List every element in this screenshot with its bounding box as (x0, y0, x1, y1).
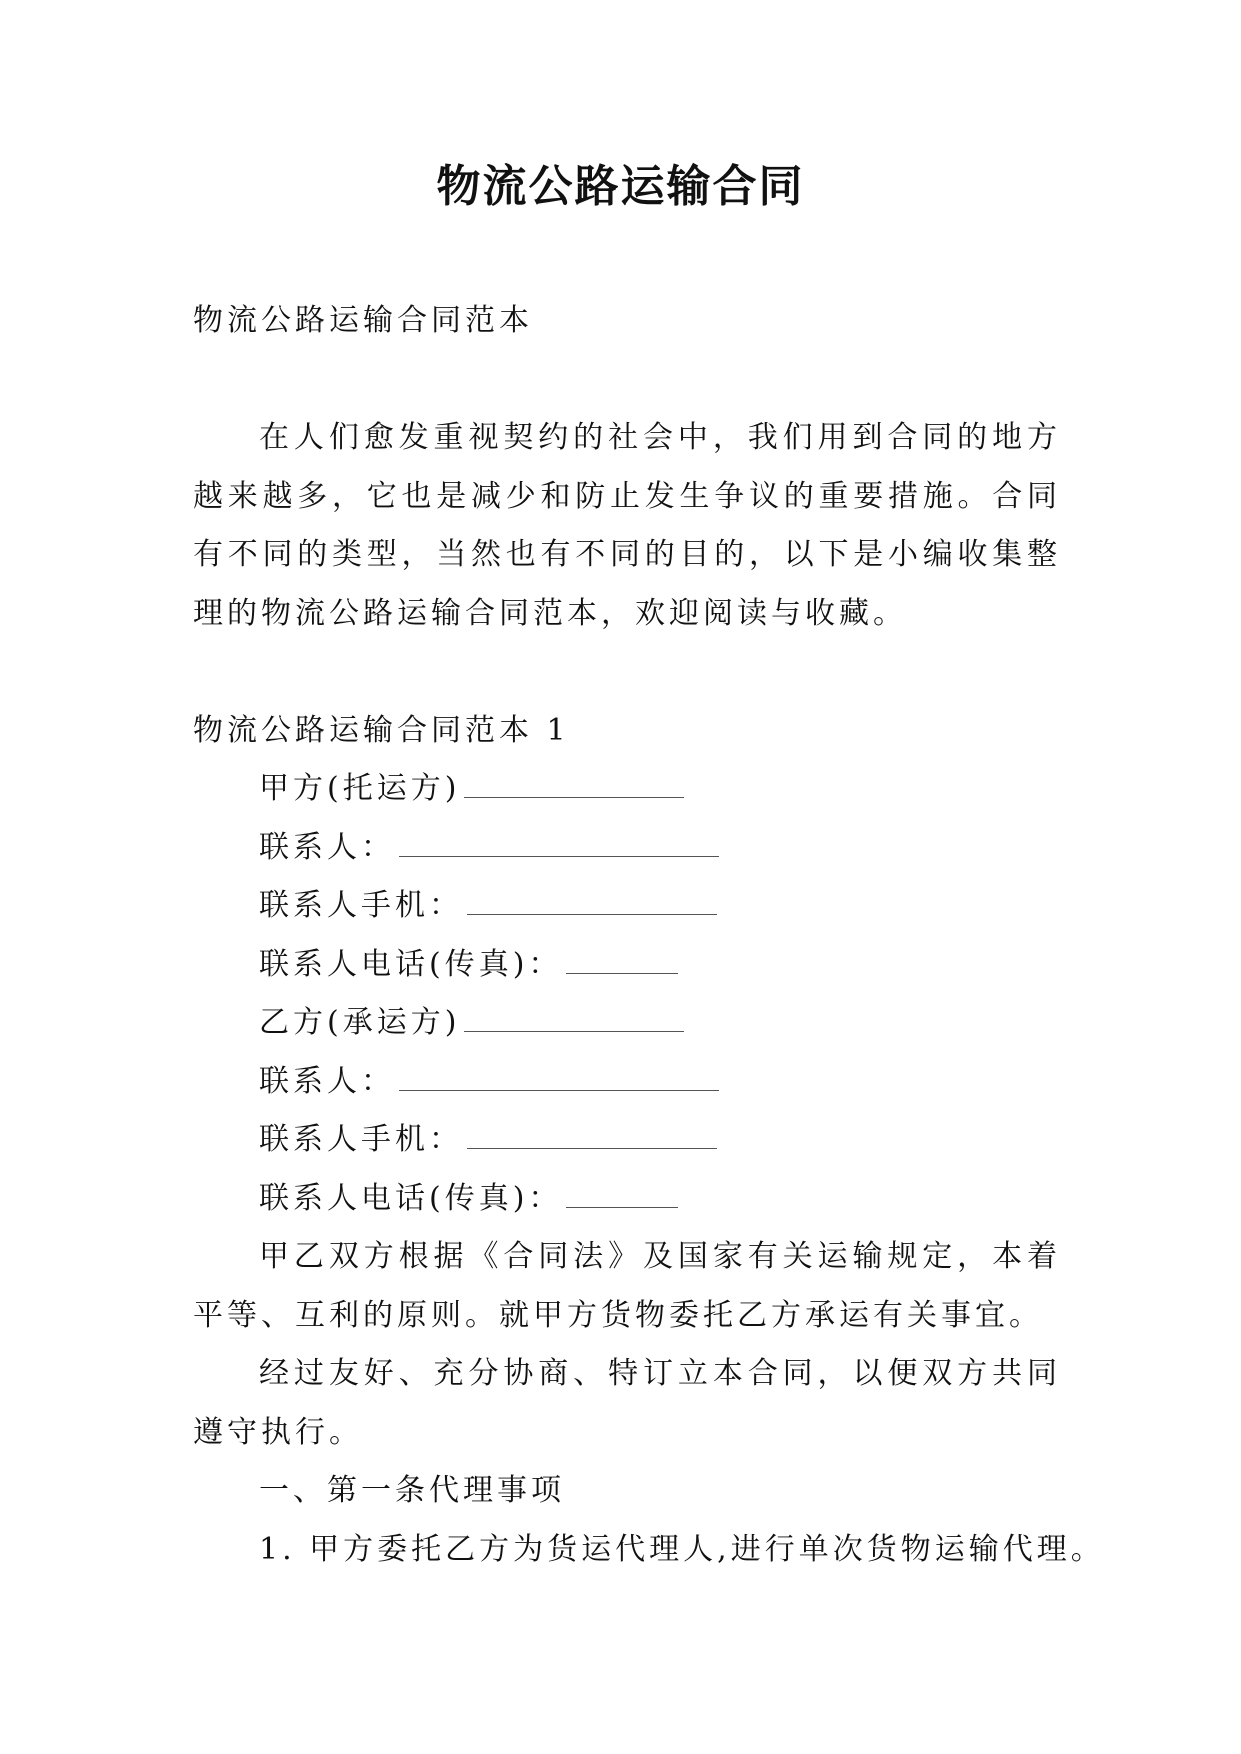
party-a-phone-label: 联系人电话(传真)： (259, 946, 563, 982)
party-a-mobile-row (193, 877, 1061, 936)
party-a-blank[interactable] (464, 761, 684, 798)
party-a-phone-row (193, 936, 1061, 995)
party-a-mobile-label: 联系人手机： (259, 888, 463, 923)
party-a-contact-row (193, 819, 1061, 878)
paragraph-2: 经过友好、充分协商、特订立本合同，以便双方共同遵守执行。 (193, 1356, 1061, 1450)
party-b-contact-label: 联系人： (259, 1063, 395, 1099)
party-a-mobile-blank[interactable] (467, 878, 717, 915)
party-b-blank[interactable] (464, 995, 684, 1032)
paragraph-1: 甲乙双方根据《合同法》及国家有关运输规定，本着平等、互利的原则。就甲方货物委托乙方承运有关事宜。 (193, 1239, 1061, 1333)
section-title: 物流公路运输合同范本 1 (193, 712, 570, 748)
party-b-mobile-blank[interactable] (467, 1112, 717, 1149)
document-subtitle: 物流公路运输合同范本 (193, 303, 533, 338)
party-b-phone-blank[interactable] (566, 1171, 678, 1208)
party-a-contact-label: 联系人： (259, 829, 395, 865)
clause-1-title: 一、第一条代理事项 (259, 1473, 565, 1508)
party-b-phone-row (193, 1170, 1061, 1229)
party-b-mobile-row (193, 1111, 1061, 1170)
party-b-phone-label: 联系人电话(传真)： (259, 1180, 563, 1216)
party-a-row (193, 760, 1061, 819)
party-b-label: 乙方(承运方) (259, 1005, 461, 1040)
document-title: 物流公路运输合同 (436, 161, 805, 212)
intro-paragraph: 在人们愈发重视契约的社会中，我们用到合同的地方越来越多，它也是减少和防止发生争议的重要措施。合同有不同的类型，当然也有不同的目的，以下是小编收集整理的物流公路运输合同范本，欢迎阅读与收藏。 (193, 420, 1061, 631)
document-body (193, 292, 1105, 1579)
party-b-mobile-label: 联系人手机： (259, 1122, 463, 1157)
party-b-contact-row (193, 1053, 1061, 1112)
clause-1-item-1: 1. 甲方委托乙方为货运代理人,进行单次货物运输代理。 (259, 1531, 1105, 1567)
party-a-label: 甲方(托运方) (259, 771, 461, 806)
party-a-phone-blank[interactable] (566, 937, 678, 974)
party-b-row (193, 994, 1061, 1053)
party-a-contact-blank[interactable] (399, 820, 719, 857)
party-b-contact-blank[interactable] (399, 1054, 719, 1091)
